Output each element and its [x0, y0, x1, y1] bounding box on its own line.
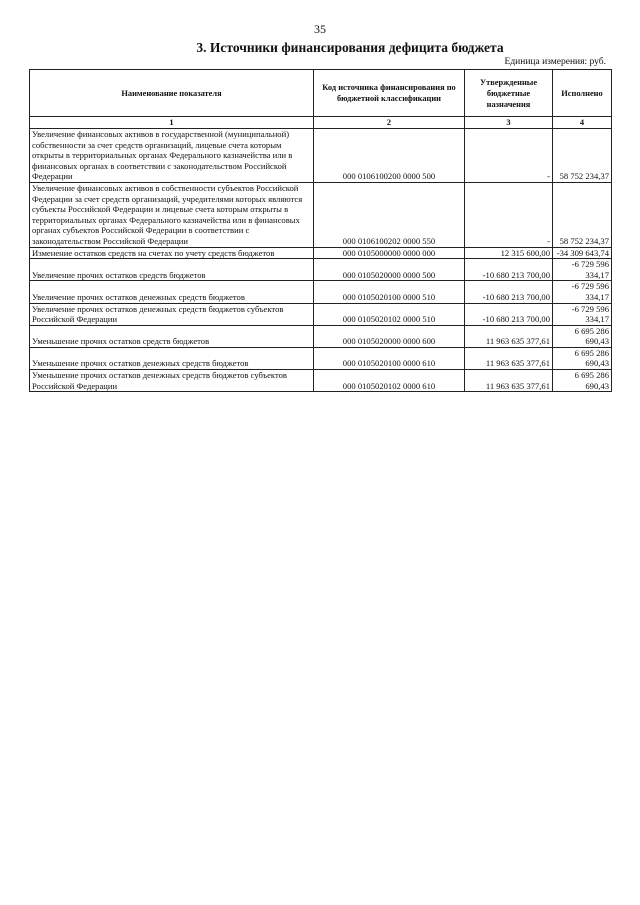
- executed-cell: -6 729 596 334,17: [553, 259, 612, 281]
- approved-cell: -10 680 213 700,00: [465, 259, 553, 281]
- unit-of-measure: Единица измерения: руб.: [504, 57, 606, 67]
- approved-cell: 11 963 635 377,61: [465, 347, 553, 369]
- page-number: 35: [314, 22, 326, 36]
- table-row: [30, 129, 612, 183]
- approved-cell: -: [465, 129, 553, 183]
- indicator-name-cell: Увеличение финансовых активов в государственной (муниципальной) собственности за счет средств организаций, лицевые счета которым открыты в территориальных органах Федерального казначейства или в финансовых органах в соответствии с законодательством Российской Федерации: [30, 129, 314, 183]
- source-code-cell: 000 0105020000 0000 500: [314, 259, 465, 281]
- approved-cell: 12 315 600,00: [465, 247, 553, 259]
- table-row: [30, 347, 612, 369]
- header-executed: Исполнено: [553, 70, 612, 117]
- financing-sources-table: [29, 69, 612, 392]
- table-row: [30, 182, 612, 247]
- table-row: [30, 303, 612, 325]
- header-indicator-name: Наименование показателя: [30, 70, 314, 117]
- column-number: 2: [314, 117, 465, 129]
- executed-cell: -34 309 643,74: [553, 247, 612, 259]
- executed-cell: -6 729 596 334,17: [553, 281, 612, 303]
- table-row: [30, 247, 612, 259]
- indicator-name-cell: Увеличение финансовых активов в собственности субъектов Российской Федерации за счет средств организаций, учредителями которых являются субъекты Российской Федерации и лицевые счета которым открыты в территориальных органах Федерального казначейства или в финансовых органах субъектов Российской Федерации в соответствии с законодательством Российской Федерации: [30, 182, 314, 247]
- executed-cell: 58 752 234,37: [553, 129, 612, 183]
- executed-cell: -6 729 596 334,17: [553, 303, 612, 325]
- table-row: [30, 325, 612, 347]
- executed-cell: 6 695 286 690,43: [553, 325, 612, 347]
- indicator-name-cell: Уменьшение прочих остатков средств бюджетов: [30, 325, 314, 347]
- indicator-name-cell: Увеличение прочих остатков денежных средств бюджетов: [30, 281, 314, 303]
- column-number: 3: [465, 117, 553, 129]
- column-number: 4: [553, 117, 612, 129]
- indicator-name-cell: Уменьшение прочих остатков денежных средств бюджетов: [30, 347, 314, 369]
- approved-cell: 11 963 635 377,61: [465, 370, 553, 392]
- source-code-cell: 000 0105020100 0000 510: [314, 281, 465, 303]
- column-number-row: [30, 117, 612, 129]
- executed-cell: 6 695 286 690,43: [553, 347, 612, 369]
- source-code-cell: 000 0106100202 0000 550: [314, 182, 465, 247]
- indicator-name-cell: Увеличение прочих остатков денежных средств бюджетов субъектов Российской Федерации: [30, 303, 314, 325]
- page-title: 3. Источники финансирования дефицита бюджета: [196, 40, 504, 55]
- source-code-cell: 000 0105020102 0000 610: [314, 370, 465, 392]
- indicator-name-cell: Изменение остатков средств на счетах по учету средств бюджетов: [30, 247, 314, 259]
- executed-cell: 6 695 286 690,43: [553, 370, 612, 392]
- approved-cell: -10 680 213 700,00: [465, 281, 553, 303]
- source-code-cell: 000 0105020100 0000 610: [314, 347, 465, 369]
- approved-cell: -10 680 213 700,00: [465, 303, 553, 325]
- table-row: [30, 370, 612, 392]
- source-code-cell: 000 0106100200 0000 500: [314, 129, 465, 183]
- header-approved: Утвержденные бюджетные назначения: [465, 70, 553, 117]
- indicator-name-cell: Уменьшение прочих остатков денежных средств бюджетов субъектов Российской Федерации: [30, 370, 314, 392]
- source-code-cell: 000 0105020102 0000 510: [314, 303, 465, 325]
- table-row: [30, 281, 612, 303]
- table-row: [30, 259, 612, 281]
- executed-cell: 58 752 234,37: [553, 182, 612, 247]
- indicator-name-cell: Увеличение прочих остатков средств бюджетов: [30, 259, 314, 281]
- source-code-cell: 000 0105000000 0000 000: [314, 247, 465, 259]
- source-code-cell: 000 0105020000 0000 600: [314, 325, 465, 347]
- table-header-row: [30, 70, 612, 117]
- approved-cell: -: [465, 182, 553, 247]
- header-source-code: Код источника финансирования по бюджетной классификации: [314, 70, 465, 117]
- column-number: 1: [30, 117, 314, 129]
- approved-cell: 11 963 635 377,61: [465, 325, 553, 347]
